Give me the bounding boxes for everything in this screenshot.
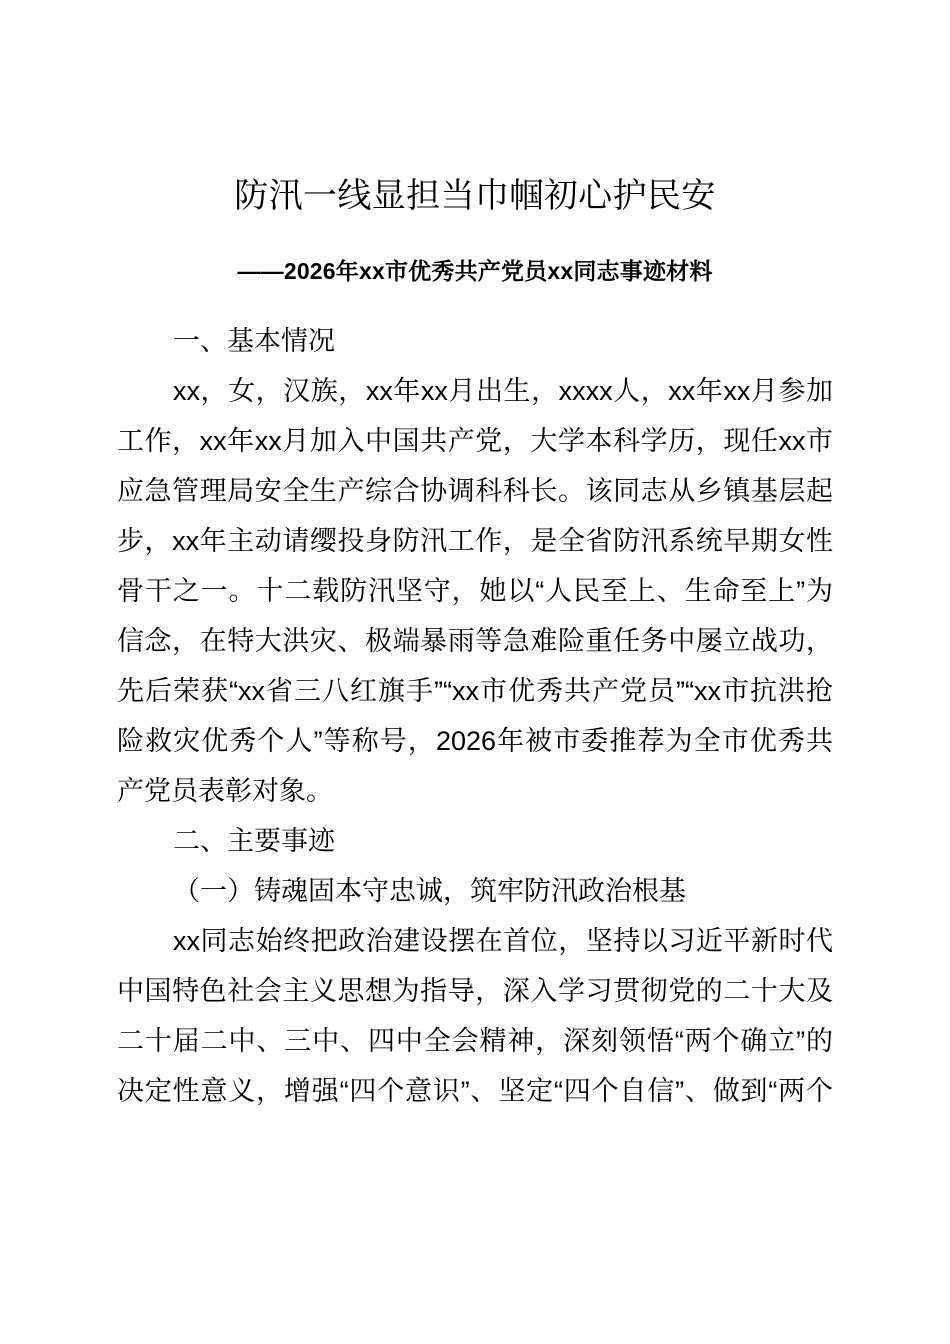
section-heading-main-deeds: 二、主要事迹	[173, 826, 335, 856]
section-heading-basic-info: 一、基本情况	[173, 326, 335, 356]
page-title: 防汛一线显担当巾帼初心护民安	[234, 177, 716, 215]
paragraph-subsection-one: xx同志始终把政治建设摆在首位，坚持以习近平新时代中国特色社会主义思想为指导，深入学习贯彻党的二十大及二十届二中、三中、四中全会精神，深刻领悟“两个确立”的决定性意义，增强“四个意识”、坚定“四个自信”、做到“两个	[117, 926, 833, 1106]
subsection-heading-one: （一）铸魂固本守忠诚，筑牢防汛政治根基	[173, 876, 686, 906]
document-body	[117, 288, 833, 1116]
document-content	[117, 0, 833, 1116]
paragraph-basic-info: xx，女，汉族，xx年xx月出生，xxxx人，xx年xx月参加工作，xx年xx月加入中国共产党，大学本科学历，现任xx市应急管理局安全生产综合协调科科长。该同志从乡镇基层起步，xx年主动请缨投身防汛工作，是全省防汛系统早期女性骨干之一。十二载防汛坚守，她以“人民至上、生命至上”为信念，在特大洪灾、极端暴雨等急难险重任务中屡立战功，先后荣获“xx省三八红旗手”“xx市优秀共产党员”“xx市抗洪抢险救灾优秀个人”等称号，2026年被市委推荐为全市优秀共产党员表彰对象。	[117, 376, 833, 806]
page-subtitle: ——2026年xx市优秀共产党员xx同志事迹材料	[237, 258, 713, 284]
